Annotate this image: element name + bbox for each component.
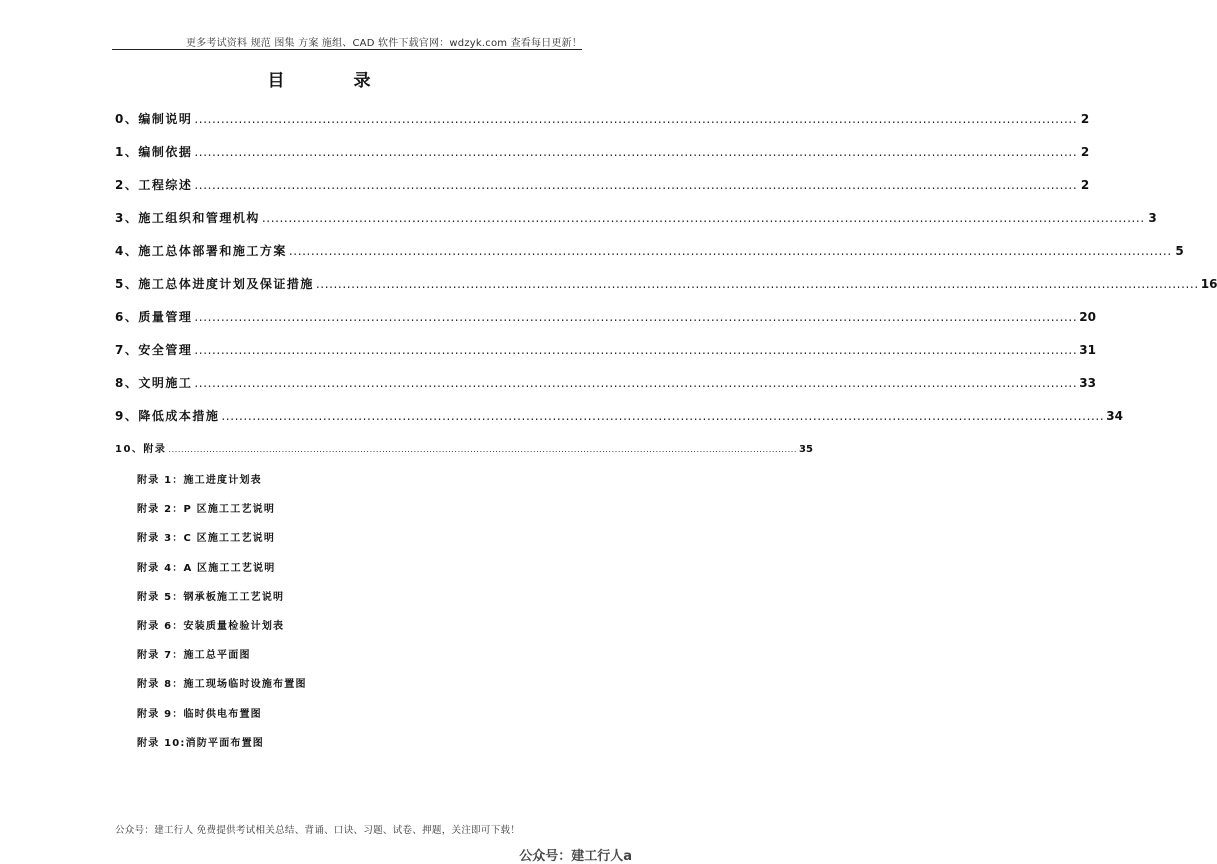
toc-entry-page: 2 — [1080, 145, 1090, 159]
appendix-item[interactable]: 附录 6：安装质量检验计划表 — [137, 620, 285, 632]
toc-leader-dots: ........................................................................................................................................................................................................ — [194, 145, 1078, 159]
toc-entry[interactable] — [115, 110, 1090, 143]
toc-leader-dots: ........................................................................................................................................................................................................ — [168, 445, 798, 454]
toc-leader-dots: ........................................................................................................................................................................................................ — [194, 112, 1078, 126]
toc-entry-label: 2、工程综述 — [115, 178, 193, 192]
table-of-contents — [115, 110, 1217, 468]
toc-entry-page: 3 — [1148, 211, 1157, 225]
appendix-item[interactable]: 附录 10:消防平面布置图 — [137, 737, 264, 749]
appendix-list — [137, 471, 307, 763]
toc-entry-label: 5、施工总体进度计划及保证措施 — [115, 277, 314, 291]
toc-entry-label: 7、安全管理 — [115, 343, 193, 357]
toc-leader-dots: ........................................................................................................................................................................................................ — [194, 376, 1078, 390]
toc-leader-dots: ........................................................................................................................................................................................................ — [194, 310, 1078, 324]
toc-entry-page: 16 — [1200, 277, 1217, 291]
appendix-item[interactable]: 附录 8：施工现场临时设施布置图 — [137, 679, 307, 691]
appendix-item[interactable]: 附录 1：施工进度计划表 — [137, 475, 262, 486]
toc-entry-label: 1、编制依据 — [115, 145, 193, 159]
appendix-item[interactable]: 附录 2：P 区施工工艺说明 — [137, 504, 276, 516]
toc-entry-label: 0、编制说明 — [115, 112, 193, 126]
toc-entry-label: 4、施工总体部署和施工方案 — [115, 244, 287, 258]
appendix-item[interactable]: 附录 7：施工总平面图 — [137, 650, 251, 662]
toc-entry[interactable] — [115, 341, 1096, 374]
toc-entry[interactable] — [115, 143, 1090, 176]
toc-entry[interactable] — [115, 209, 1157, 242]
page-header-text: 更多考试资料 规范 图集 方案 施组、CAD 软件下载官网：wdzyk.com 查看每日更新！ — [185, 38, 582, 49]
toc-leader-dots: ........................................................................................................................................................................................................ — [288, 244, 1172, 258]
toc-entry-page: 5 — [1175, 244, 1184, 258]
toc-entry-label: 6、质量管理 — [115, 310, 193, 324]
toc-entry[interactable] — [115, 308, 1096, 341]
header-rule — [112, 49, 582, 50]
footer-note: 公众号：建工行人 免费提供考试相关总结、背诵、口诀、习题、试卷、押题，关注即可下载！ — [115, 825, 521, 836]
toc-entry[interactable] — [115, 176, 1090, 209]
toc-leader-dots: ........................................................................................................................................................................................................ — [221, 409, 1105, 423]
toc-entry-page: 2 — [1080, 178, 1090, 192]
toc-entry-label: 8、文明施工 — [115, 376, 193, 390]
toc-leader-dots: ........................................................................................................................................................................................................ — [261, 211, 1145, 225]
toc-leader-dots: ........................................................................................................................................................................................................ — [194, 178, 1078, 192]
appendix-item[interactable]: 附录 5：钢承板施工工艺说明 — [137, 591, 285, 603]
toc-entry[interactable] — [115, 275, 1217, 308]
toc-entry-page: 34 — [1106, 409, 1123, 423]
toc-entry[interactable] — [115, 374, 1096, 407]
toc-entry-page: 33 — [1079, 376, 1096, 390]
toc-entry[interactable] — [115, 407, 1123, 440]
toc-entry-page: 31 — [1079, 343, 1096, 357]
toc-entry[interactable] — [115, 242, 1184, 275]
toc-leader-dots: ........................................................................................................................................................................................................ — [194, 343, 1078, 357]
document-title: 目 录 — [267, 71, 397, 91]
toc-entry[interactable] — [115, 440, 813, 468]
toc-leader-dots: ........................................................................................................................................................................................................ — [315, 277, 1199, 291]
toc-entry-page: 20 — [1079, 310, 1096, 324]
toc-entry-page: 35 — [799, 444, 813, 455]
toc-entry-label: 3、施工组织和管理机构 — [115, 211, 260, 225]
appendix-item[interactable]: 附录 4：A 区施工工艺说明 — [137, 562, 276, 574]
appendix-item[interactable]: 附录 9：临时供电布置图 — [137, 708, 262, 720]
toc-entry-label: 9、降低成本措施 — [115, 409, 220, 423]
appendix-item[interactable]: 附录 3：C 区施工工艺说明 — [137, 533, 276, 545]
toc-entry-page: 2 — [1080, 112, 1090, 126]
toc-entry-label: 10、附录 — [115, 444, 167, 455]
watermark-text: 公众号：建工行人a — [519, 849, 632, 864]
